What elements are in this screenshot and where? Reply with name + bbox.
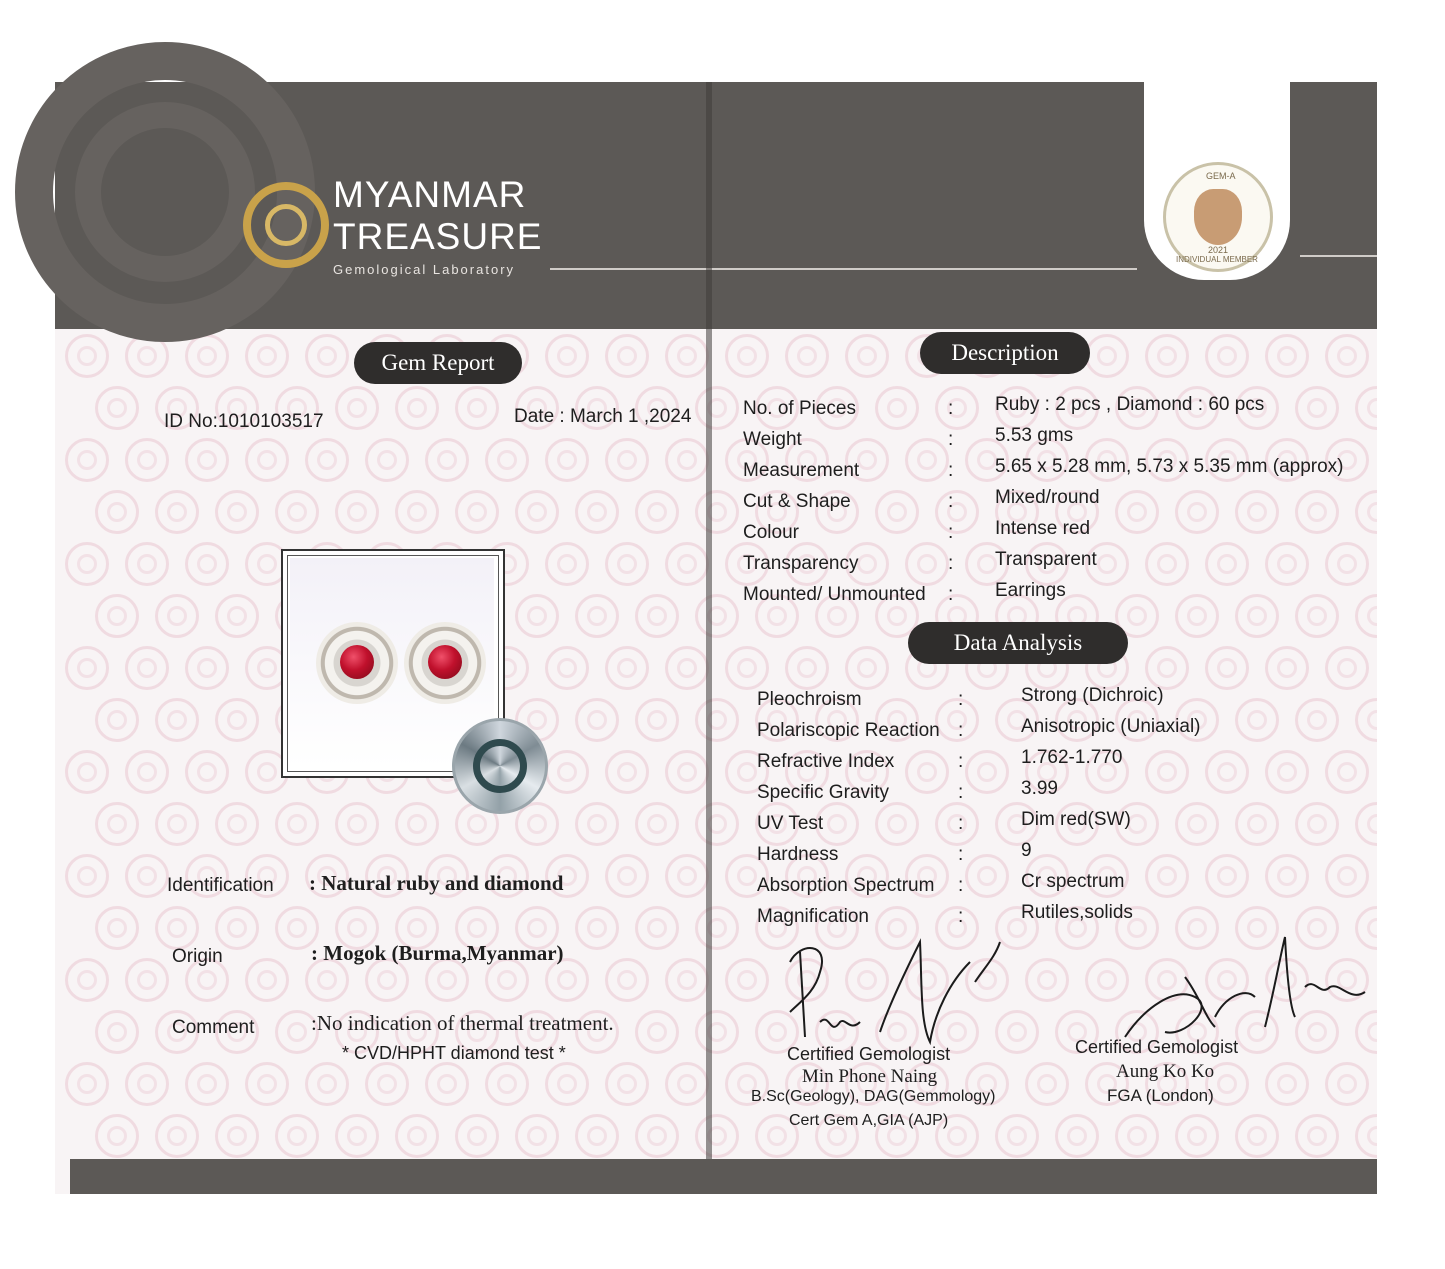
watermark-logo-icon — [1235, 490, 1279, 534]
watermark-logo-icon — [1265, 646, 1309, 690]
watermark-logo-icon — [95, 1010, 139, 1054]
watermark-logo-icon — [1295, 698, 1339, 742]
watermark-logo-icon — [245, 958, 289, 1002]
watermark-logo-icon — [215, 594, 259, 638]
watermark-logo-icon — [905, 438, 949, 482]
watermark-logo-icon — [95, 386, 139, 430]
description-row-label: No. of Pieces — [743, 398, 856, 419]
watermark-logo-icon — [665, 646, 709, 690]
watermark-logo-icon — [275, 490, 319, 534]
analysis-row-separator: : — [958, 720, 964, 741]
comment-label: Comment — [172, 1017, 255, 1038]
watermark-logo-icon — [95, 698, 139, 742]
description-row-value: Ruby : 2 pcs , Diamond : 60 pcs — [995, 394, 1265, 415]
ruby-earring-icon — [316, 622, 398, 704]
watermark-logo-icon — [1325, 334, 1369, 378]
analysis-row-separator: : — [958, 875, 964, 896]
analysis-row-separator: : — [958, 782, 964, 803]
signatory-2-role: Certified Gemologist — [1075, 1037, 1239, 1057]
watermark-logo-icon — [1235, 594, 1279, 638]
analysis-row-value: 1.762-1.770 — [1021, 747, 1123, 768]
watermark-logo-icon — [1325, 542, 1369, 586]
analysis-row-label: Polariscopic Reaction — [757, 720, 940, 741]
watermark-logo-icon — [635, 594, 679, 638]
analysis-row-value: Strong (Dichroic) — [1021, 685, 1164, 706]
watermark-logo-icon — [65, 1062, 109, 1106]
watermark-logo-icon — [1325, 1062, 1369, 1106]
watermark-logo-icon — [185, 542, 229, 586]
description-row-separator: : — [948, 522, 954, 543]
brand-name-line1: MYANMAR — [333, 174, 527, 215]
watermark-logo-icon — [785, 334, 829, 378]
watermark-logo-icon — [365, 1062, 409, 1106]
watermark-logo-icon — [695, 698, 739, 742]
watermark-logo-icon — [485, 1062, 529, 1106]
watermark-logo-icon — [155, 802, 199, 846]
watermark-logo-icon — [665, 750, 709, 794]
certificate-header — [55, 82, 1377, 329]
analysis-row-value: 9 — [1021, 840, 1032, 861]
watermark-logo-icon — [905, 542, 949, 586]
watermark-logo-icon — [695, 1114, 739, 1158]
watermark-logo-icon — [185, 438, 229, 482]
watermark-logo-icon — [1325, 854, 1369, 898]
watermark-logo-icon — [695, 802, 739, 846]
watermark-logo-icon — [965, 750, 1009, 794]
watermark-logo-icon — [725, 646, 769, 690]
watermark-logo-icon — [635, 1114, 679, 1158]
watermark-logo-icon — [125, 958, 169, 1002]
watermark-logo-icon — [65, 750, 109, 794]
watermark-logo-icon — [335, 386, 379, 430]
description-row-label: Measurement — [743, 460, 860, 481]
watermark-logo-icon — [185, 334, 229, 378]
signatory-1-credentials: B.Sc(Geology), DAG(Gemmology) — [751, 1088, 996, 1105]
analysis-row-separator: : — [958, 751, 964, 772]
watermark-logo-icon — [335, 1114, 379, 1158]
watermark-logo-icon — [125, 438, 169, 482]
watermark-logo-icon — [605, 854, 649, 898]
watermark-logo-icon — [575, 490, 619, 534]
watermark-logo-icon — [605, 334, 649, 378]
watermark-logo-icon — [635, 802, 679, 846]
description-row-value: 5.65 x 5.28 mm, 5.73 x 5.35 mm (approx) — [995, 456, 1344, 477]
brand-tagline: Gemological Laboratory — [333, 262, 516, 277]
analysis-row-separator: : — [958, 906, 964, 927]
watermark-logo-icon — [305, 438, 349, 482]
watermark-logo-icon — [995, 1114, 1039, 1158]
watermark-logo-icon — [545, 1062, 589, 1106]
watermark-logo-icon — [875, 802, 919, 846]
signatory-1-role: Certified Gemologist — [787, 1044, 951, 1064]
identification-label: Identification — [167, 875, 274, 896]
watermark-logo-icon — [275, 802, 319, 846]
watermark-logo-icon — [395, 802, 439, 846]
data-analysis-title: Data Analysis — [908, 622, 1128, 664]
watermark-logo-icon — [305, 334, 349, 378]
watermark-logo-icon — [1145, 854, 1189, 898]
watermark-logo-icon — [545, 542, 589, 586]
description-row-separator: : — [948, 398, 954, 419]
watermark-logo-icon — [635, 1010, 679, 1054]
watermark-logo-icon — [95, 906, 139, 950]
watermark-logo-icon — [1355, 802, 1377, 846]
watermark-logo-icon — [95, 802, 139, 846]
description-row-value: 5.53 gms — [995, 425, 1074, 446]
origin-label: Origin — [172, 946, 223, 967]
watermark-logo-icon — [95, 1114, 139, 1158]
description-row-value: Earrings — [995, 580, 1066, 601]
watermark-logo-icon — [935, 490, 979, 534]
watermark-logo-icon — [695, 1010, 739, 1054]
id-number: ID No:1010103517 — [164, 411, 324, 432]
watermark-logo-icon — [1205, 334, 1249, 378]
header-arc-decoration — [75, 102, 255, 282]
header-divider — [1300, 255, 1377, 257]
watermark-logo-icon — [1265, 334, 1309, 378]
seal-crest-icon — [1194, 189, 1242, 245]
watermark-logo-icon — [605, 1062, 649, 1106]
analysis-row-value: 3.99 — [1021, 778, 1058, 799]
watermark-logo-icon — [155, 1114, 199, 1158]
description-row-label: Transparency — [743, 553, 859, 574]
watermark-logo-icon — [665, 958, 709, 1002]
comment-note: * CVD/HPHT diamond test * — [342, 1043, 566, 1063]
watermark-logo-icon — [875, 386, 919, 430]
analysis-row-separator: : — [958, 689, 964, 710]
watermark-logo-icon — [605, 542, 649, 586]
watermark-logo-icon — [455, 1114, 499, 1158]
watermark-logo-icon — [965, 854, 1009, 898]
watermark-logo-icon — [185, 1062, 229, 1106]
seal-year: 2021 — [1208, 245, 1229, 255]
signature-min-phone-naing — [760, 922, 1010, 1062]
watermark-logo-icon — [935, 802, 979, 846]
watermark-logo-icon — [1145, 646, 1189, 690]
watermark-logo-icon — [125, 854, 169, 898]
watermark-logo-icon — [425, 438, 469, 482]
watermark-logo-icon — [155, 594, 199, 638]
watermark-logo-icon — [1175, 490, 1219, 534]
analysis-row-label: Pleochroism — [757, 689, 862, 710]
header-divider — [550, 268, 1137, 270]
watermark-logo-icon — [275, 1114, 319, 1158]
analysis-row-value: Rutiles,solids — [1021, 902, 1133, 923]
description-row-value: Transparent — [995, 549, 1097, 570]
watermark-logo-icon — [425, 1062, 469, 1106]
watermark-logo-icon — [125, 750, 169, 794]
watermark-logo-icon — [1295, 802, 1339, 846]
watermark-logo-icon — [845, 334, 889, 378]
watermark-logo-icon — [1295, 594, 1339, 638]
watermark-logo-icon — [665, 542, 709, 586]
watermark-logo-icon — [215, 1114, 259, 1158]
watermark-logo-icon — [1205, 854, 1249, 898]
watermark-logo-icon — [395, 386, 439, 430]
watermark-logo-icon — [65, 438, 109, 482]
ruby-earring-icon — [404, 622, 486, 704]
watermark-logo-icon — [935, 698, 979, 742]
watermark-logo-icon — [575, 594, 619, 638]
watermark-logo-icon — [1265, 1062, 1309, 1106]
watermark-logo-icon — [575, 802, 619, 846]
watermark-logo-icon — [695, 386, 739, 430]
watermark-logo-icon — [65, 646, 109, 690]
watermark-logo-icon — [65, 334, 109, 378]
watermark-logo-icon — [575, 906, 619, 950]
watermark-logo-icon — [65, 958, 109, 1002]
page-fold — [706, 82, 712, 1194]
watermark-logo-icon — [185, 646, 229, 690]
description-row-value: Mixed/round — [995, 487, 1100, 508]
watermark-logo-icon — [125, 542, 169, 586]
watermark-logo-icon — [455, 386, 499, 430]
watermark-logo-icon — [365, 438, 409, 482]
seal-bottom-text: INDIVIDUAL MEMBER — [1176, 255, 1258, 264]
watermark-logo-icon — [725, 334, 769, 378]
watermark-logo-icon — [65, 542, 109, 586]
analysis-row-label: Absorption Spectrum — [757, 875, 935, 896]
watermark-logo-icon — [905, 750, 949, 794]
watermark-logo-icon — [545, 438, 589, 482]
watermark-logo-icon — [65, 854, 109, 898]
description-row-separator: : — [948, 553, 954, 574]
description-row-value: Intense red — [995, 518, 1091, 539]
watermark-logo-icon — [1145, 750, 1189, 794]
watermark-logo-icon — [695, 594, 739, 638]
watermark-logo-icon — [1025, 1062, 1069, 1106]
watermark-logo-icon — [665, 1062, 709, 1106]
analysis-row-label: Specific Gravity — [757, 782, 889, 803]
watermark-logo-icon — [1175, 802, 1219, 846]
analysis-row-label: UV Test — [757, 813, 824, 834]
watermark-logo-icon — [1145, 542, 1189, 586]
watermark-logo-icon — [1055, 1114, 1099, 1158]
analysis-row-separator: : — [958, 813, 964, 834]
watermark-logo-icon — [875, 490, 919, 534]
watermark-logo-icon — [1115, 1114, 1159, 1158]
watermark-logo-icon — [935, 386, 979, 430]
certificate-footer-band — [70, 1159, 1377, 1194]
watermark-logo-icon — [1325, 750, 1369, 794]
watermark-logo-icon — [335, 802, 379, 846]
watermark-logo-icon — [635, 698, 679, 742]
watermark-logo-icon — [1265, 854, 1309, 898]
gem-a-membership-seal-icon — [1163, 162, 1273, 272]
watermark-logo-icon — [1355, 490, 1377, 534]
analysis-row-label: Refractive Index — [757, 751, 895, 772]
watermark-logo-icon — [575, 698, 619, 742]
watermark-logo-icon — [1235, 698, 1279, 742]
watermark-logo-icon — [635, 906, 679, 950]
watermark-logo-icon — [455, 490, 499, 534]
watermark-logo-icon — [95, 490, 139, 534]
watermark-logo-icon — [1145, 334, 1189, 378]
watermark-logo-icon — [215, 698, 259, 742]
watermark-logo-icon — [515, 1114, 559, 1158]
watermark-logo-icon — [1235, 802, 1279, 846]
watermark-logo-icon — [1265, 542, 1309, 586]
watermark-logo-icon — [1235, 1114, 1279, 1158]
signatory-1-name: Min Phone Naing — [802, 1066, 938, 1087]
comment-value: :No indication of thermal treatment. — [311, 1011, 614, 1035]
watermark-logo-icon — [605, 958, 649, 1002]
gem-report-title: Gem Report — [354, 342, 522, 384]
watermark-logo-icon — [515, 490, 559, 534]
watermark-logo-icon — [845, 646, 889, 690]
watermark-logo-icon — [665, 438, 709, 482]
watermark-logo-icon — [785, 646, 829, 690]
watermark-logo-icon — [635, 490, 679, 534]
watermark-logo-icon — [515, 594, 559, 638]
description-row-label: Weight — [743, 429, 802, 450]
watermark-logo-icon — [545, 334, 589, 378]
watermark-logo-icon — [245, 438, 289, 482]
description-row-separator: : — [948, 491, 954, 512]
watermark-logo-icon — [545, 750, 589, 794]
description-title: Description — [920, 332, 1090, 374]
watermark-logo-icon — [1355, 386, 1377, 430]
watermark-logo-icon — [605, 646, 649, 690]
watermark-logo-icon — [575, 1114, 619, 1158]
watermark-logo-icon — [1205, 750, 1249, 794]
watermark-logo-icon — [485, 438, 529, 482]
watermark-logo-icon — [1295, 490, 1339, 534]
watermark-logo-icon — [395, 1114, 439, 1158]
watermark-logo-icon — [665, 334, 709, 378]
report-date: Date : March 1 ,2024 — [514, 406, 692, 427]
brand-name-line2: TREASURE — [333, 216, 543, 257]
watermark-logo-icon — [1295, 386, 1339, 430]
watermark-logo-icon — [1025, 958, 1069, 1002]
watermark-logo-icon — [125, 1062, 169, 1106]
watermark-logo-icon — [305, 1062, 349, 1106]
signatory-2-name: Aung Ko Ko — [1116, 1061, 1215, 1082]
watermark-logo-icon — [1355, 698, 1377, 742]
watermark-logo-icon — [1295, 1114, 1339, 1158]
watermark-logo-icon — [245, 1062, 289, 1106]
description-row-label: Colour — [743, 522, 799, 543]
analysis-row-label: Hardness — [757, 844, 839, 865]
signatory-2-credentials: FGA (London) — [1107, 1086, 1214, 1105]
watermark-logo-icon — [1175, 1114, 1219, 1158]
watermark-logo-icon — [95, 594, 139, 638]
description-row-separator: : — [948, 460, 954, 481]
watermark-logo-icon — [245, 334, 289, 378]
watermark-logo-icon — [1205, 646, 1249, 690]
watermark-logo-icon — [185, 750, 229, 794]
watermark-logo-icon — [215, 802, 259, 846]
watermark-logo-icon — [1175, 594, 1219, 638]
watermark-logo-icon — [605, 750, 649, 794]
watermark-logo-icon — [665, 854, 709, 898]
watermark-logo-icon — [1355, 1114, 1377, 1158]
analysis-row-value: Dim red(SW) — [1021, 809, 1131, 830]
description-row-label: Mounted/ Unmounted — [743, 584, 926, 605]
watermark-logo-icon — [155, 906, 199, 950]
watermark-logo-icon — [125, 646, 169, 690]
analysis-row-label: Magnification — [757, 906, 869, 927]
signatory-1-credentials-2: Cert Gem A,GIA (AJP) — [789, 1112, 949, 1129]
watermark-logo-icon — [1115, 490, 1159, 534]
analysis-row-separator: : — [958, 844, 964, 865]
identification-value: : Natural ruby and diamond — [309, 871, 564, 895]
description-row-separator: : — [948, 584, 954, 605]
watermark-logo-icon — [695, 906, 739, 950]
watermark-logo-icon — [155, 490, 199, 534]
seal-top-text: GEM-A — [1206, 171, 1236, 181]
watermark-logo-icon — [1205, 542, 1249, 586]
watermark-logo-icon — [1325, 646, 1369, 690]
watermark-logo-icon — [545, 646, 589, 690]
analysis-row-value: Anisotropic (Uniaxial) — [1021, 716, 1201, 737]
analysis-row-value: Cr spectrum — [1021, 871, 1125, 892]
watermark-logo-icon — [1355, 594, 1377, 638]
watermark-logo-icon — [1265, 750, 1309, 794]
watermark-logo-icon — [605, 438, 649, 482]
watermark-logo-icon — [395, 490, 439, 534]
watermark-logo-icon — [215, 490, 259, 534]
gemological-lab-logo-icon — [243, 182, 329, 268]
watermark-logo-icon — [695, 490, 739, 534]
hologram-seal-icon — [452, 718, 548, 814]
watermark-logo-icon — [155, 698, 199, 742]
description-row-separator: : — [948, 429, 954, 450]
description-row-label: Cut & Shape — [743, 491, 851, 512]
gem-report-certificate — [55, 82, 1377, 1194]
origin-value: : Mogok (Burma,Myanmar) — [311, 941, 564, 965]
watermark-logo-icon — [1085, 334, 1129, 378]
watermark-logo-icon — [215, 906, 259, 950]
watermark-logo-icon — [335, 490, 379, 534]
